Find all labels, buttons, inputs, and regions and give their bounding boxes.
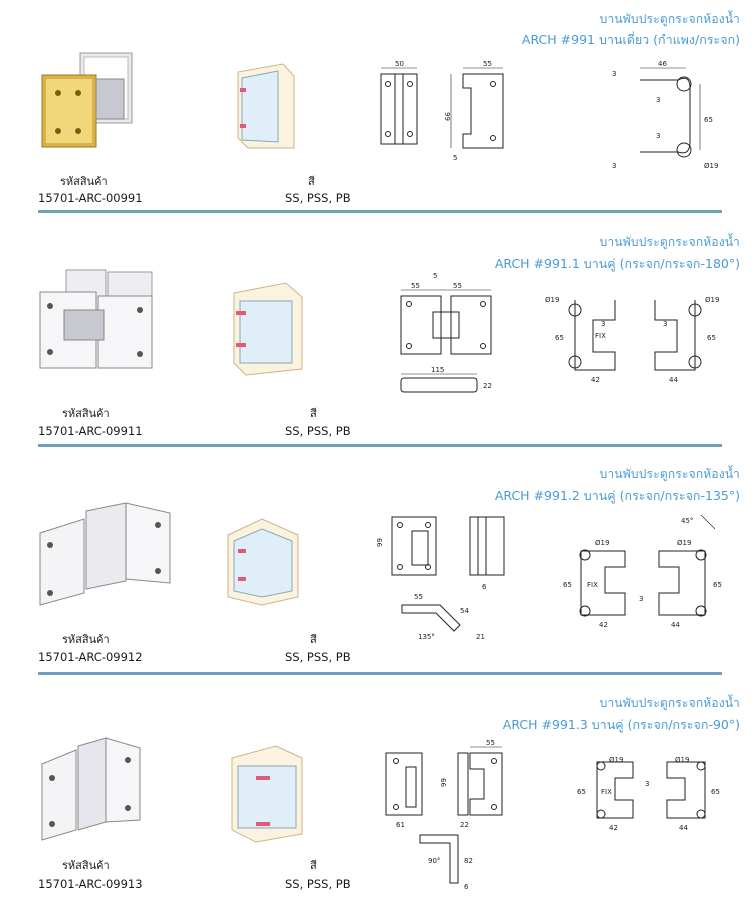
code-label: รหัสสินค้า [62,407,110,420]
dim-label: Ø19 [705,296,720,304]
product-colors: SS, PSS, PB [285,877,351,891]
enclosure-illustration [226,281,306,381]
section-divider [38,444,722,447]
dim-label: 65 [707,334,716,342]
dim-label: 22 [460,821,469,829]
dim-label: 3 [656,96,661,104]
dim-label: 65 [713,581,722,589]
dim-label: 44 [679,824,688,832]
dim-label: 42 [591,376,600,384]
dim-label: Ø19 [609,756,624,764]
product-code: 15701-ARC-09913 [38,877,143,891]
dim-label: 54 [460,607,469,615]
dim-label: 99 [443,112,451,121]
product-title-model: ARCH #991.3 บานคู่ (กระจก/กระจก-90°) [502,717,740,732]
color-label: สี [310,633,317,646]
dim-label: 3 [645,780,650,788]
product-section-1 [0,0,754,215]
dim-label: 44 [671,621,680,629]
product-title-th: บานพับประตูกระจกห้องน้ำ [599,467,740,481]
dim-label: 55 [486,739,495,747]
hinge-drawing-front [380,739,510,894]
product-colors: SS, PSS, PB [285,191,351,205]
product-title-model: ARCH #991.2 บานคู่ (กระจก/กระจก-135°) [494,488,740,503]
dim-label: 65 [577,788,586,796]
dim-label: 42 [609,824,618,832]
dim-label: 6 [464,883,469,891]
dim-label: 65 [555,334,564,342]
dim-label: Ø19 [704,162,719,170]
product-colors: SS, PSS, PB [285,650,351,664]
product-code: 15701-ARC-00991 [38,191,143,205]
dim-label: 22 [483,382,492,390]
dim-label: 55 [414,593,423,601]
product-code: 15701-ARC-09912 [38,650,143,664]
dim-label: 65 [711,788,720,796]
dim-label: FIX [595,332,606,340]
dim-label: 90° [428,857,441,865]
dim-label: 55 [453,282,462,290]
dim-label: 42 [599,621,608,629]
code-label: รหัสสินค้า [60,175,108,188]
code-label: รหัสสินค้า [62,859,110,872]
hinge-photo [36,734,146,844]
hinge-photo [36,497,176,607]
code-label: รหัสสินค้า [62,633,110,646]
glass-cutout-drawing [575,756,725,836]
section-divider [38,672,722,675]
dim-label: Ø19 [545,296,560,304]
dim-label: 50 [395,60,404,68]
product-section-2 [0,226,754,446]
dim-label: 61 [396,821,405,829]
hinge-drawing-front [378,513,513,653]
dim-label: 21 [476,633,485,641]
dim-label: 45° [681,517,694,525]
section-divider [38,210,722,213]
hinge-drawing-front [375,60,510,165]
dim-label: Ø19 [677,539,692,547]
enclosure-illustration [226,744,306,844]
dim-label: 44 [669,376,678,384]
dim-label: 55 [483,60,492,68]
product-title-model: ARCH #991.1 บานคู่ (กระจก/กระจก-180°) [494,256,740,271]
dim-label: 3 [612,162,617,170]
dim-label: 65 [563,581,572,589]
enclosure-illustration [228,62,298,152]
color-label: สี [310,407,317,420]
glass-cutout-drawing [555,511,730,631]
hinge-drawing-front [395,274,500,404]
dim-label: FIX [587,581,598,589]
dim-label: 6 [482,583,487,591]
product-code: 15701-ARC-09911 [38,424,143,438]
dim-label: Ø19 [675,756,690,764]
dim-label: 82 [464,857,473,865]
dim-label: 135° [418,633,435,641]
dim-label: 5 [433,272,438,280]
product-section-4 [0,684,754,903]
dim-label: 3 [663,320,668,328]
product-title-th: บานพับประตูกระจกห้องน้ำ [599,12,740,26]
product-title-th: บานพับประตูกระจกห้องน้ำ [599,696,740,710]
dim-label: 3 [612,70,617,78]
glass-cutout-drawing [610,62,730,177]
color-label: สี [308,175,315,188]
dim-label: 3 [639,595,644,603]
hinge-photo [36,266,156,381]
glass-cutout-drawing [545,290,725,390]
product-colors: SS, PSS, PB [285,424,351,438]
enclosure-illustration [222,517,304,607]
dim-label: 5 [453,154,458,162]
color-label: สี [310,859,317,872]
dim-label: 3 [656,132,661,140]
dim-label: FIX [601,788,612,796]
product-section-3 [0,455,754,677]
product-title-th: บานพับประตูกระจกห้องน้ำ [599,235,740,249]
dim-label: 55 [411,282,420,290]
hinge-photo [36,45,146,155]
dim-label: 99 [376,538,384,547]
dim-label: 65 [704,116,713,124]
dim-label: 3 [601,320,606,328]
dim-label: Ø19 [595,539,610,547]
dim-label: 115 [431,366,445,374]
dim-label: 46 [658,60,667,68]
product-title-model: ARCH #991 บานเดี่ยว (กำแพง/กระจก) [521,32,740,47]
dim-label: 99 [440,778,448,787]
